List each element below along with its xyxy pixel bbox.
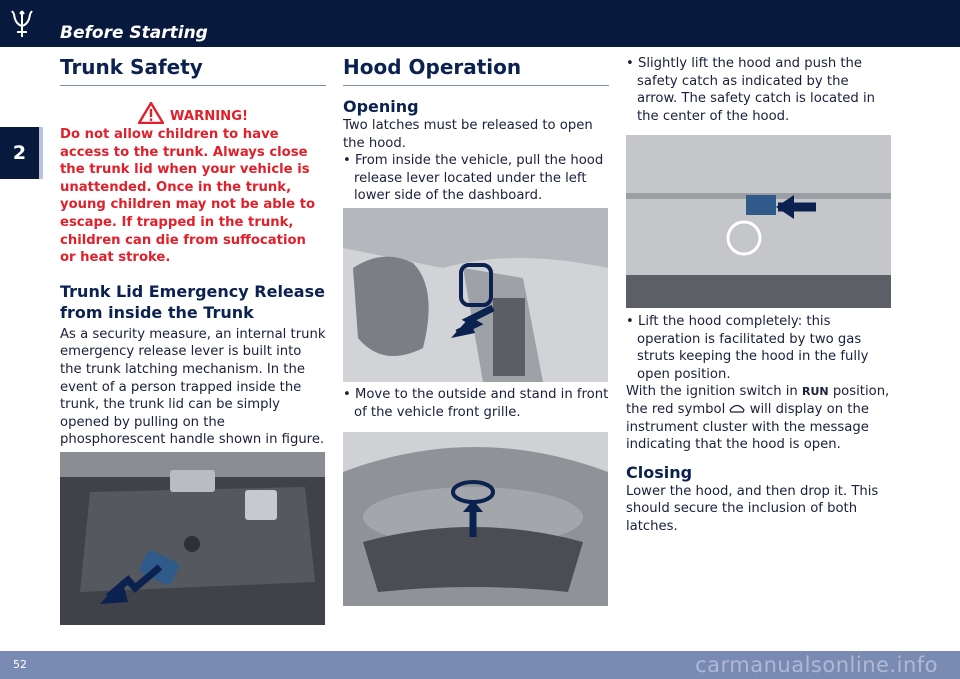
opening-bullet-3: • Slightly lift the hood and push the safety catch as indicated by the arrow. The safety catch is located in the center of the hood.: [626, 55, 892, 125]
hood-text-continued: [626, 313, 892, 536]
opening-bullet-4: • Lift the hood completely: this operation is facilitated by two gas struts keeping the hood in the fully open position.: [626, 313, 892, 383]
trunk-release-text: As a security measure, an internal trunk emergency release lever is built into the trunk latching mechanism. In the event of a person trapped inside the trunk, the trunk lid can be simply opened by pulling on the phosphorescent handle shown in figure.: [60, 326, 326, 448]
warning-label: WARNING!: [169, 109, 249, 124]
trunk-release-title: Trunk Lid Emergency Release from inside the Trunk: [60, 281, 325, 322]
run-label: RUN: [802, 385, 829, 399]
trunk-release-image: [60, 452, 325, 625]
hood-column-right: [626, 55, 892, 125]
closing-title: Closing: [626, 462, 693, 482]
opening-intro: Two latches must be released to open the hood.: [343, 118, 593, 151]
run-text-before: With the ignition switch in: [626, 384, 798, 400]
page-number: 52: [13, 658, 27, 671]
section-title: Before Starting: [60, 23, 208, 43]
trunk-safety-title: Trunk Safety: [60, 55, 326, 86]
closing-text: Lower the hood, and then drop it. This should secure the inclusion of both latches.: [626, 483, 879, 534]
footer-bar: [0, 651, 960, 679]
hood-operation-title: Hood Operation: [343, 55, 609, 86]
chapter-tab: 2: [0, 127, 43, 179]
front-grille-image: [343, 432, 608, 606]
header-bar: [0, 0, 960, 47]
hood-operation-column: [343, 55, 609, 205]
run-text-after: position, the red symbol: [626, 384, 890, 417]
warning-header: [60, 102, 326, 124]
opening-bullet-1: • From inside the vehicle, pull the hood release lever located under the left lower side of the dashboard.: [343, 152, 609, 205]
warning-text: Do not allow children to have access to the trunk. Always close the trunk lid when your vehicle is unattended. Once in the trunk, young children may not be able to escape. If trapped in the trunk, children can die from suffocation or heat stroke.: [60, 127, 316, 266]
opening-bullet-2-block: [343, 386, 609, 421]
run-text-end: will display on the instrument cluster with the message indicating that the hood is open.: [626, 401, 869, 453]
hood-open-icon: [729, 403, 745, 413]
opening-title: Opening: [343, 97, 419, 116]
trunk-safety-column: [60, 55, 326, 449]
hood-release-lever-image: [343, 208, 608, 382]
safety-catch-image: [626, 135, 891, 308]
watermark: carmanualsonline.info: [695, 653, 938, 677]
opening-bullet-2: • Move to the outside and stand in front of the vehicle front grille.: [343, 386, 609, 421]
trident-logo-icon: [6, 8, 38, 40]
warning-triangle-icon: [138, 102, 164, 124]
run-paragraph: [626, 383, 892, 453]
